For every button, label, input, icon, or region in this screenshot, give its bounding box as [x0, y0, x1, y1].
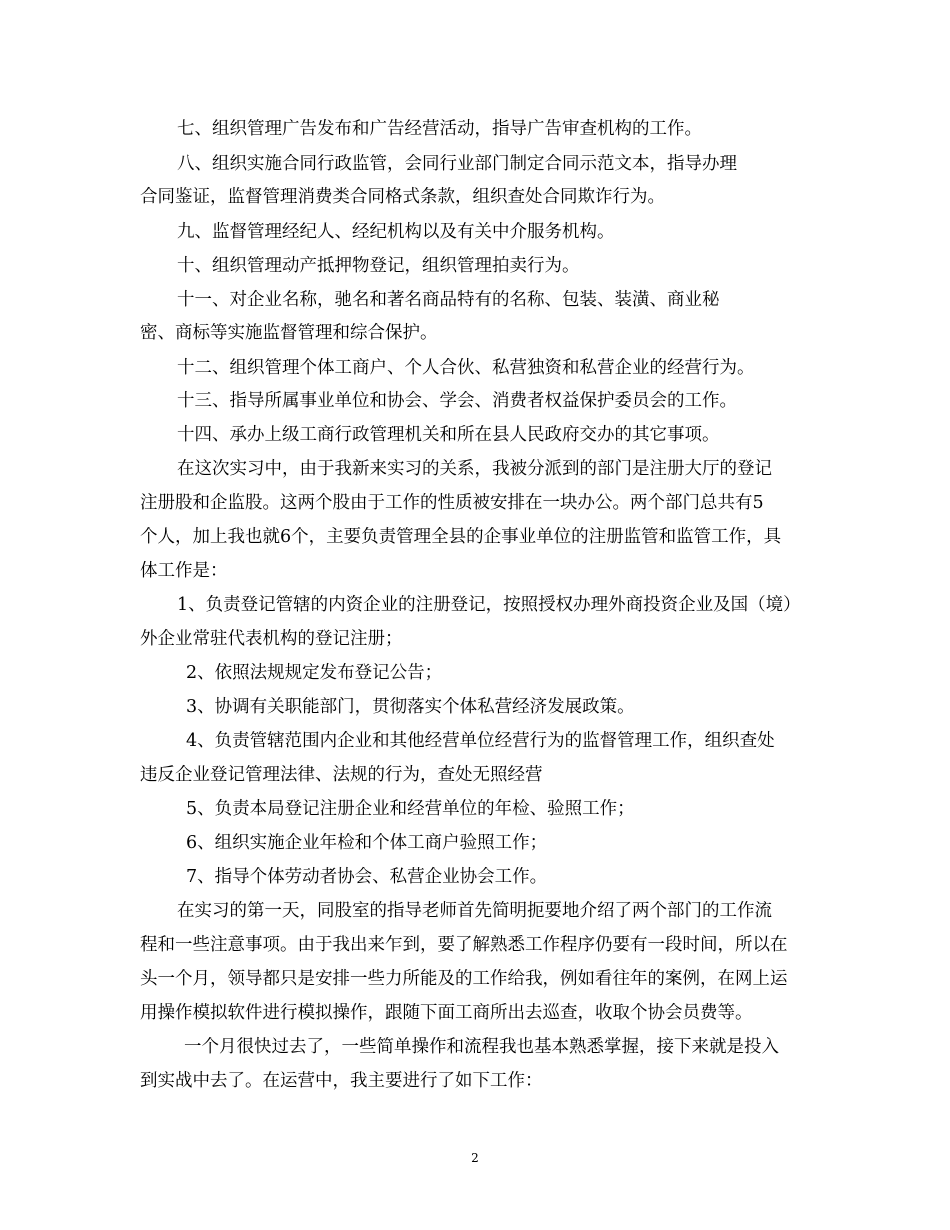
paragraph-line: 1、负责登记管辖的内资企业的注册登记，按照授权办理外商投资企业及国（境）: [177, 595, 801, 615]
page-number: 2: [471, 1151, 479, 1165]
paragraph-line: 十一、对企业名称，驰名和著名商品特有的名称、包装、装潢、商业秘: [177, 290, 720, 310]
paragraph-line: 用操作模拟软件进行模拟操作，跟随下面工商所出去巡查，收取个协会员费等。: [140, 1003, 753, 1023]
paragraph-line: 在这次实习中，由于我新来实习的关系，我被分派到的部门是注册大厅的登记: [177, 459, 772, 479]
paragraph-line: 体工作是：: [140, 561, 228, 581]
paragraph-line: 在实习的第一天，同股室的指导老师首先简明扼要地介绍了两个部门的工作流: [177, 901, 772, 921]
paragraph-line: 到实战中去了。在运营中，我主要进行了如下工作：: [140, 1071, 543, 1091]
paragraph-line: 4、负责管辖范围内企业和其他经营单位经营行为的监督管理工作，组织查处: [186, 731, 775, 751]
paragraph-line: 九、监督管理经纪人、经纪机构以及有关中介服务机构。: [177, 222, 615, 242]
paragraph-line: 十、组织管理动产抵押物登记，组织管理拍卖行为。: [177, 256, 580, 276]
paragraph-line: 5、负责本局登记注册企业和经营单位的年检、验照工作；: [186, 799, 635, 819]
paragraph-line: 十二、组织管理个体工商户、个人合伙、私营独资和私营企业的经营行为。: [177, 358, 755, 378]
paragraph-line: 一个月很快过去了，一些简单操作和流程我也基本熟悉掌握，接下来就是投入: [184, 1037, 779, 1057]
paragraph-line: 头一个月，领导都只是安排一些力所能及的工作给我，例如看往年的案例，在网上运: [140, 969, 788, 989]
paragraph-line: 程和一些注意事项。由于我出来乍到，要了解熟悉工作程序仍要有一段时间，所以在: [140, 935, 788, 955]
paragraph-line: 八、组织实施合同行政监管，会同行业部门制定合同示范文本，指导办理: [177, 154, 737, 174]
paragraph-line: 违反企业登记管理法律、法规的行为，查处无照经营: [140, 765, 543, 785]
paragraph-line: 个人，加上我也就6个，主要负责管理全县的企事业单位的注册监管和监管工作，具: [140, 527, 782, 547]
paragraph-line: 七、组织管理广告发布和广告经营活动，指导广告审查机构的工作。: [177, 119, 702, 139]
paragraph-line: 密、商标等实施监督管理和综合保护。: [140, 323, 438, 343]
paragraph-line: 合同鉴证，监督管理消费类合同格式条款，组织查处合同欺诈行为。: [140, 187, 665, 207]
paragraph-line: 3、协调有关职能部门，贯彻落实个体私营经济发展政策。: [186, 697, 635, 717]
paragraph-line: 6、组织实施企业年检和个体工商户验照工作；: [186, 833, 548, 853]
paragraph-line: 7、指导个体劳动者协会、私营企业协会工作。: [186, 867, 548, 887]
paragraph-line: 注册股和企监股。这两个股由于工作的性质被安排在一块办公。两个部门总共有5: [140, 493, 764, 513]
paragraph-line: 十四、承办上级工商行政管理机关和所在县人民政府交办的其它事项。: [177, 425, 720, 445]
paragraph-line: 十三、指导所属事业单位和协会、学会、消费者权益保护委员会的工作。: [177, 391, 737, 411]
paragraph-line: 2、依照法规规定发布登记公告；: [186, 663, 443, 683]
paragraph-line: 外企业常驻代表机构的登记注册；: [140, 629, 403, 649]
